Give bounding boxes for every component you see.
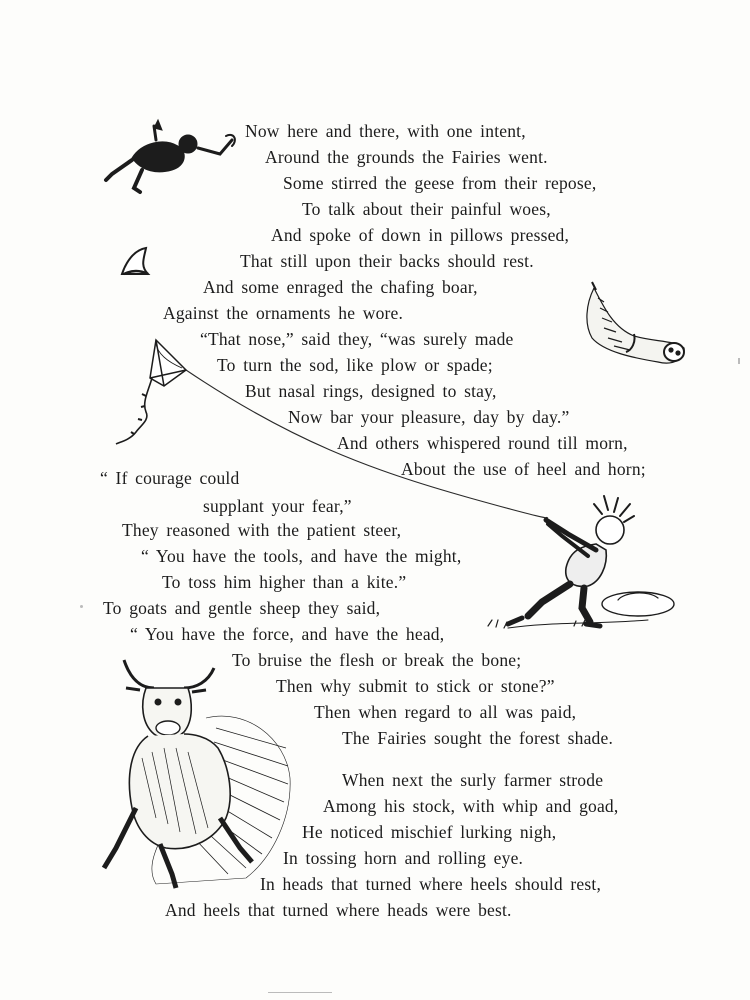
poem-line: About the use of heel and horn; bbox=[401, 459, 646, 479]
boy-flying-kite-illustration-icon bbox=[478, 490, 684, 636]
poem-line: To talk about their painful woes, bbox=[302, 199, 551, 219]
poem-line: Then why submit to stick or stone?” bbox=[276, 676, 555, 696]
poem-line: In heads that turned where heels should rest, bbox=[260, 874, 602, 894]
poem-line: Now here and there, with one intent, bbox=[245, 121, 526, 141]
pointed-cap-illustration-icon bbox=[118, 244, 154, 278]
tumbling-fairy-illustration-icon bbox=[102, 118, 240, 198]
poem-line: Among his stock, with whip and goad, bbox=[323, 796, 619, 816]
poem-line: And spoke of down in pillows pressed, bbox=[271, 225, 570, 245]
poem-line: “That nose,” said they, “was surely made bbox=[200, 329, 514, 349]
poem-line: In tossing horn and rolling eye. bbox=[283, 848, 524, 868]
poem-line: To turn the sod, like plow or spade; bbox=[217, 355, 493, 375]
poem-line: Then when regard to all was paid, bbox=[314, 702, 577, 722]
poem-line: Around the grounds the Fairies went. bbox=[265, 147, 548, 167]
poem-line: The Fairies sought the forest shade. bbox=[342, 728, 614, 748]
ink-speck bbox=[80, 605, 83, 608]
poem-line: To bruise the flesh or break the bone; bbox=[232, 650, 522, 670]
poem-line: Now bar your pleasure, day by day.” bbox=[288, 407, 570, 427]
poem-line: When next the surly farmer strode bbox=[342, 770, 604, 790]
poem-line: supplant your fear,” bbox=[203, 496, 352, 516]
steer-illustration-icon bbox=[96, 648, 302, 892]
page-rule bbox=[268, 992, 332, 993]
poem-line: “ You have the tools, and have the might, bbox=[141, 546, 462, 566]
poem-line: And some enraged the chafing boar, bbox=[203, 277, 478, 297]
poem-line: He noticed mischief lurking nigh, bbox=[302, 822, 557, 842]
poem-line: They reasoned with the patient steer, bbox=[122, 520, 402, 540]
poem-line: But nasal rings, designed to stay, bbox=[245, 381, 497, 401]
poem-line: And others whispered round till morn, bbox=[337, 433, 628, 453]
kite-illustration-icon bbox=[112, 336, 194, 448]
poem-line: To goats and gentle sheep they said, bbox=[103, 598, 381, 618]
poem-line: To toss him higher than a kite.” bbox=[162, 572, 407, 592]
boar-head-illustration-icon bbox=[574, 278, 692, 374]
poem-line: “ If courage could bbox=[100, 468, 240, 488]
poem-line: “ You have the force, and have the head, bbox=[130, 624, 445, 644]
poem-line: And heels that turned where heads were best. bbox=[165, 900, 512, 920]
ink-speck bbox=[738, 358, 740, 364]
poem-line: Against the ornaments he wore. bbox=[163, 303, 404, 323]
poem-line: That still upon their backs should rest. bbox=[240, 251, 534, 271]
poem-line: Some stirred the geese from their repose, bbox=[283, 173, 597, 193]
